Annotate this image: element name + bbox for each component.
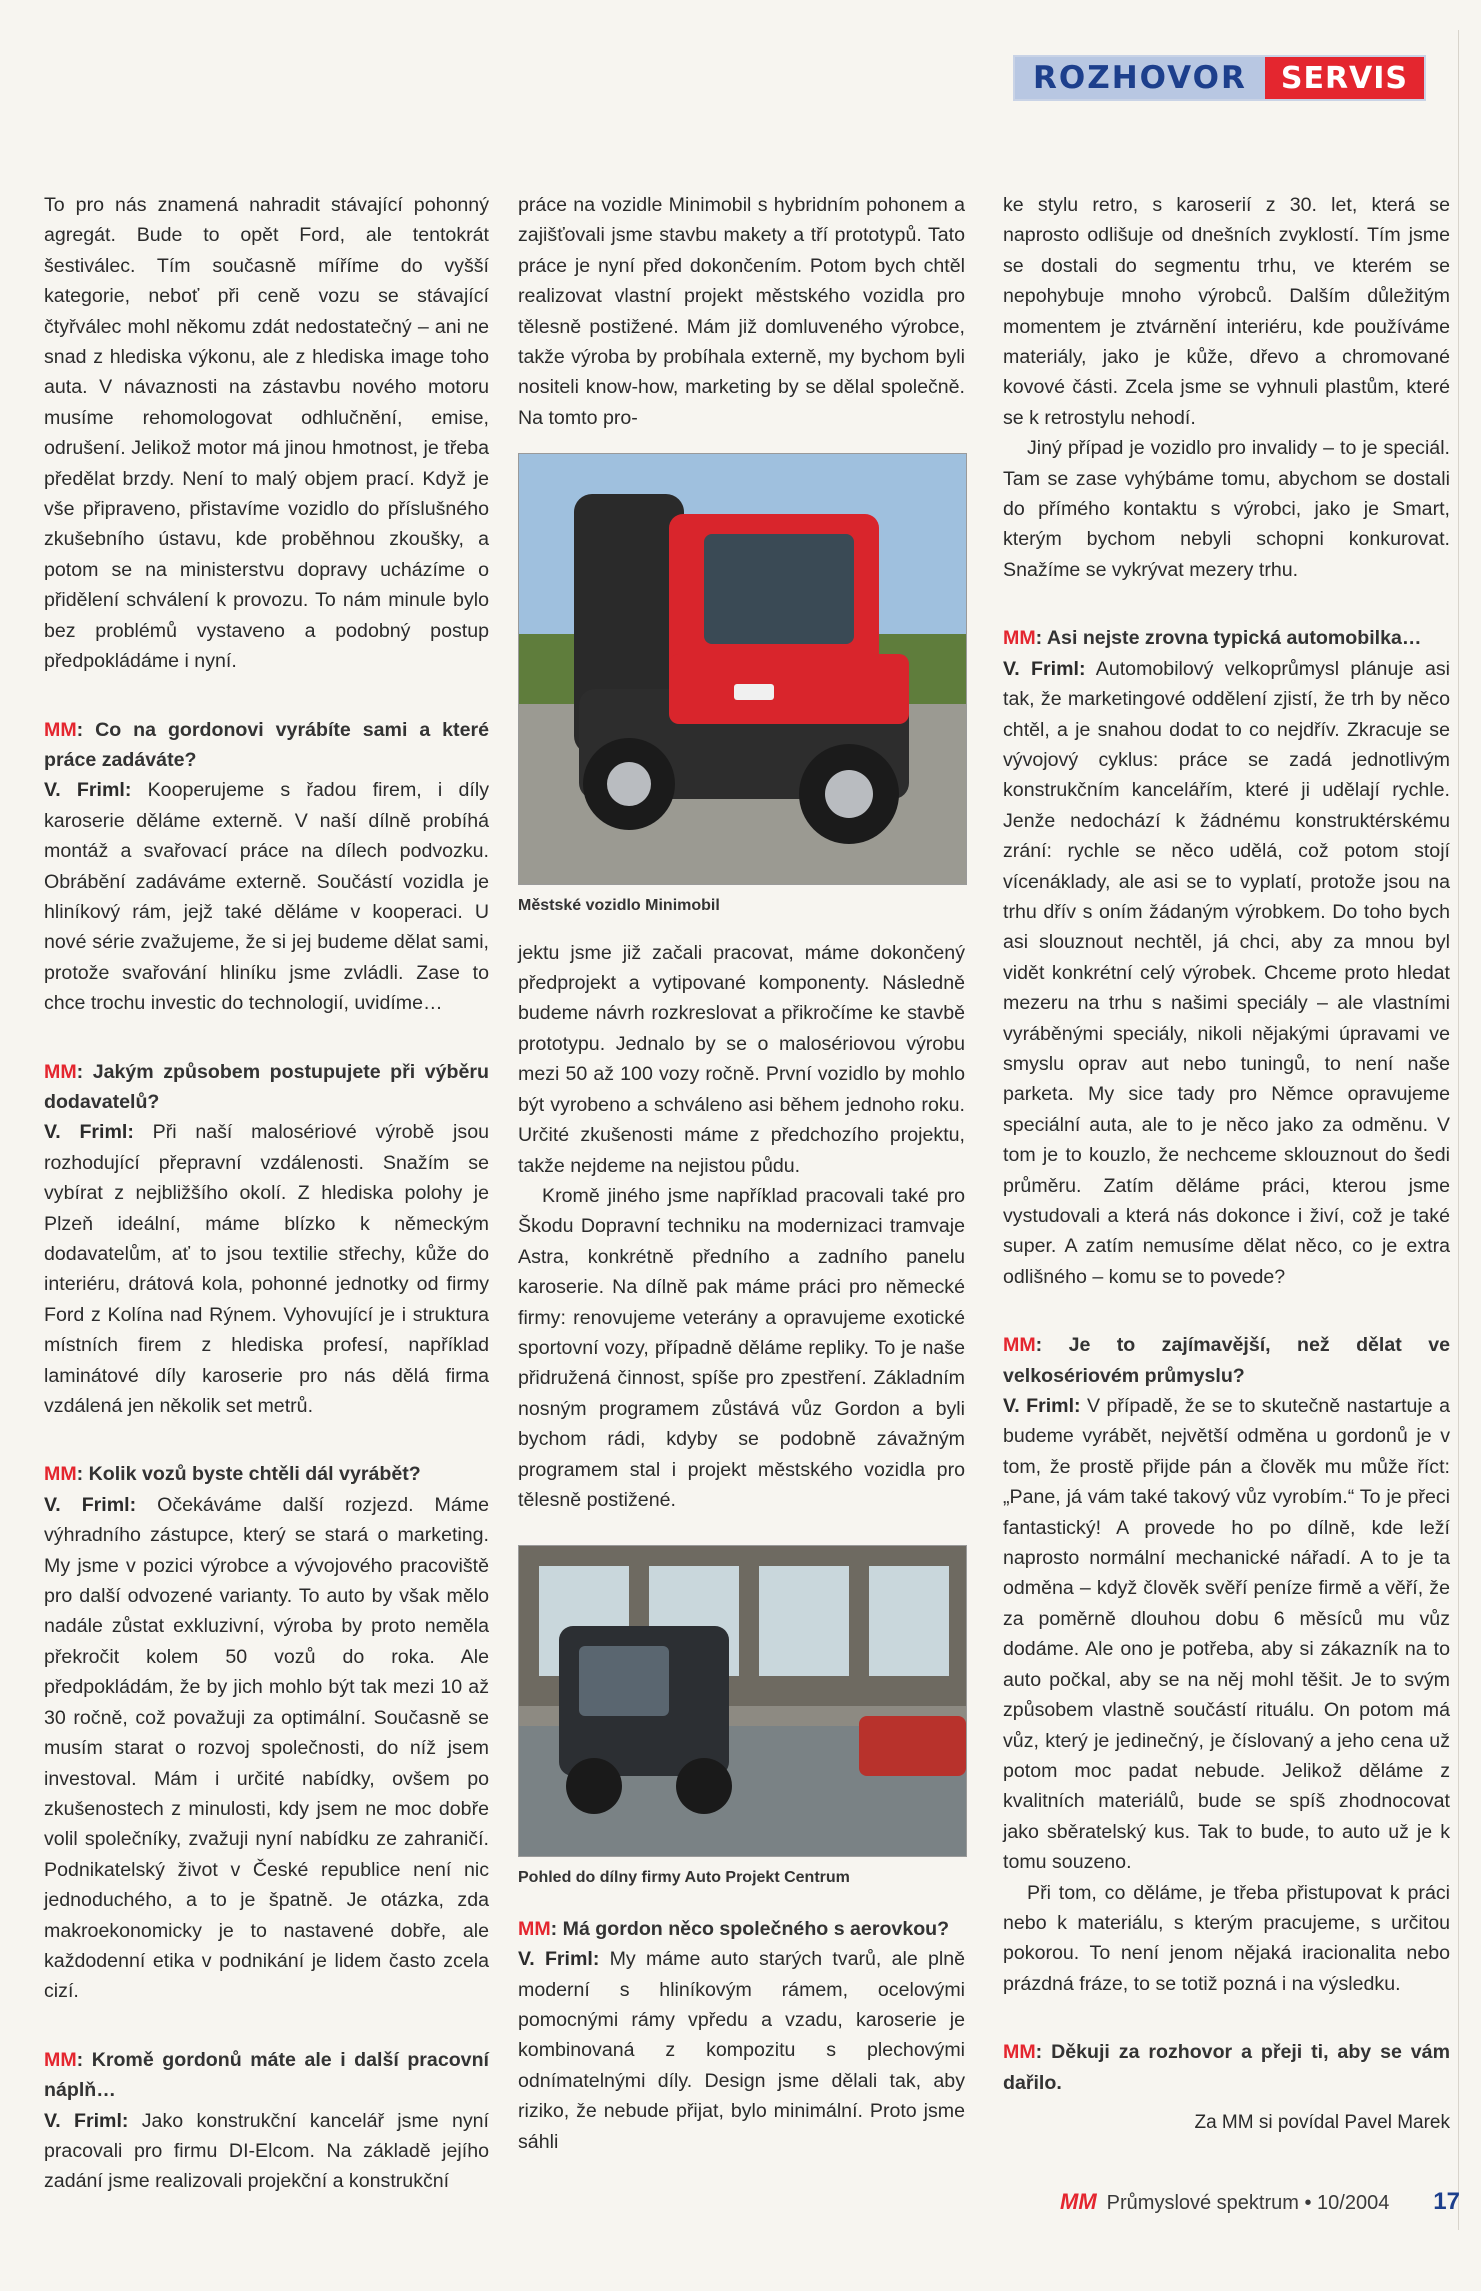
- answer: [44, 775, 489, 1018]
- speaker: V. Friml:: [1003, 1395, 1081, 1418]
- column-3: [1003, 190, 1450, 2138]
- paragraph: To pro nás znamená nahradit stávající pohonný agregát. Bude to opět Ford, ale tentokrát šestiválec. Tím současně míříme do vyšší kategorie, neboť při ceně vozu se stávající čtyřválec mohl někomu zdát nedostatečný – ani ne snad z hlediska výkonu, ale z hlediska image toho auta. V návaznosti na zástavbu nového motoru musíme rehomologovat odhlučnění, emise, odrušení. Jelikož motor má jinou hmotnost, je třeba předělat brzdy. Není to malý objem prací. Když je vše připraveno, přistavíme vozidlo do příslušného zkušebního ústavu, kde proběhnou zkoušky, a potom se na ministerstvu dopravy ucházíme o přidělení schválení k provozu. To nám minule bylo bez problémů vystaveno a podobný postup předpokládáme i nyní.: [44, 194, 489, 673]
- mm-label: MM: [518, 1917, 551, 1940]
- answer: [1003, 1391, 1450, 1878]
- answer-text: V případě, že se to skutečně nastartuje a budeme vyrábět, největší odměna u gordonů je v tom, že prostě přijde pán a člověk mu může říct: „Pane, já vám také takový vůz vyrobím.“ To je přeci fantastický! A provede ho po dílně, kde leží naprosto normální mechanické nářadí. A to je ta odměna – když člověk svěří peníze firmě a věří, že za poměrně dlouhou dobu 6 měsíců mu vůz dodáme. Ale ono je potřeba, aby si zákazník na to auto počkal, aby se na něj mohl těšit. Je to svým způsobem vlastně součástí rituálu. On potom má vůz, který je jedinečný, je číslovaný a jeho cena už potom moc padat nebude. Jelikož děláme z kvalitních materiálů, bude se spíš zhodnocovat jako sběratelský kus. Tak to bude, to auto už je k tomu souzeno.: [1003, 1395, 1450, 1874]
- answer: [518, 1944, 965, 2157]
- mm-label: MM: [1003, 627, 1036, 650]
- question: [44, 715, 489, 776]
- column-1: [44, 190, 489, 2197]
- answer-text: Při naší malosériové výrobě jsou rozhodující přepravní vzdálenosti. Snažím se vybírat z nejbližšího okolí. Z hlediska polohy je Plzeň ideální, máme blízko k německým dodavatelům, ať to jsou textilie střechy, kůže do interiéru, drátová kola, pohonné jednotky od firmy Ford z Kolína nad Rýnem. Vyhovující je i struktura místních firem z hlediska profesí, například laminátové díly karoserie pro nás dělá firma vzdálená jen několik set metrů.: [44, 1121, 489, 1418]
- mm-label: MM: [44, 2048, 77, 2071]
- question-text: : Má gordon něco společného s aerovkou?: [550, 1917, 950, 1940]
- answer-text: Očekáváme další rozjezd. Máme výhradního zástupce, který se stará o marketing. My jsme v pozici výrobce a vývojového pracoviště pro další odvozené varianty. To auto by však mělo nadále zůstat exkluzivní, výroba by proto neměla překročit kolem 50 vozů do roka. Ale předpokládám, že by jich mohlo být tak mezi 10 až 30 ročně, což považuji za optimální. Současně se musím starat o rozvoj společnosti, do níž jsem investoval. Mám i určité nabídky, ovšem po zkušenostech z minulosti, kdy jsem ne moc dobře volil společníky, zvažuji nyní nabídku ze zahraničí. Podnikatelský život v České republice není nic jednoduchého, a to je špatně. Je otázka, zda makroekonomicky je to nastavené dobře, ale každodenní etika v podnikání je lidem často zcela cizí.: [44, 1493, 489, 2003]
- photo-caption: Pohled do dílny firmy Auto Projekt Centrum: [518, 1869, 850, 1887]
- magazine-issue: Průmyslové spektrum • 10/2004: [1106, 2192, 1390, 2214]
- question: [44, 1459, 489, 1489]
- paragraph: Jiný případ je vozidlo pro invalidy – to je speciál. Tam se zase vyhýbáme tomu, abychom se dostali do přímého kontaktu s výrobci, jako je Smart, kterým bychom nebyli schopni konkurovat. Snažíme se vykrývat mezery trhu.: [1003, 437, 1450, 581]
- answer: [44, 1490, 489, 2007]
- answer: [44, 1117, 489, 1421]
- workshop-photo: [518, 1545, 967, 1857]
- answer: [44, 2106, 489, 2197]
- mm-label: MM: [44, 1463, 77, 1486]
- minimobil-image: [519, 454, 966, 884]
- column-2: [518, 190, 965, 2157]
- answer-text: Jako konstrukční kancelář jsme nyní pracovali pro firmu DI-Elcom. Na základě jejího zadání jsme realizovali projekční a konstrukční: [44, 2109, 489, 2193]
- question-text: : Je to zajímavější, než dělat ve velkosériovém průmyslu?: [1003, 1334, 1450, 1387]
- question: [44, 1057, 489, 1118]
- answer-text: Kooperujeme s řadou firem, i díly karoserie děláme externě. V naší dílně probíhá montáž a svařovací práce na dílech podvozku. Obrábění zadáváme externě. Součástí vozidla je hliníkový rám, jejž také děláme v kooperaci. U nové série zvažujeme, že si jej budeme dělat sami, protože svařování hliníku jsme zvládli. Zase to chce trochu investic do technologií, uvidíme…: [44, 779, 489, 1015]
- question: [1003, 2037, 1450, 2098]
- photo-caption: Městské vozidlo Minimobil: [518, 897, 720, 915]
- question-text: : Kolik vozů byste chtěli dál vyrábět?: [76, 1463, 421, 1486]
- paragraph: práce na vozidle Minimobil s hybridním pohonem a zajišťovali jsme stavbu makety a tří prototypů. Tato práce je nyní před dokončením. Potom bych chtěl realizovat vlastní projekt městského vozidla pro tělesně postižené. Mám již domluveného výrobce, takže výroba by probíhala externě, my bychom byli nositeli know-how, marketing by se dělal společně. Na tomto pro-: [518, 194, 965, 429]
- minimobil-photo: [518, 453, 967, 885]
- question: [518, 1914, 965, 1944]
- mm-label: MM: [44, 1060, 77, 1083]
- question-text: : Děkuji za rozhovor a přeji ti, aby se vám dařilo.: [1003, 2041, 1450, 2094]
- question: [1003, 1330, 1450, 1391]
- page-number: 17: [1433, 2188, 1460, 2215]
- speaker: V. Friml:: [44, 1121, 134, 1144]
- answer: [1003, 654, 1450, 1293]
- question-text: : Jakým způsobem postupujete při výběru dodavatelů?: [44, 1060, 489, 1113]
- magazine-logo: MM: [1060, 2189, 1097, 2214]
- paragraph: Kromě jiného jsme například pracovali také pro Škodu Dopravní techniku na modernizaci tramvaje Astra, konkrétně předního a zadního panelu karoserie. Na dílně pak máme práci pro německé firmy: renovujeme veterány a opravujeme exotické sportovní vozy, případně děláme repliky. To je naše přidružená činnost, spíše pro zpestření. Základním nosným programem zůstává vůz Gordon a byli bychom rádi, kdyby se podobně závažným programem stal i projekt městského vozidla pro tělesně postižené.: [518, 1184, 965, 1511]
- page-footer: [1060, 2188, 1460, 2216]
- page-edge-rule: [1458, 30, 1459, 2230]
- speaker: V. Friml:: [44, 2109, 129, 2132]
- answer-text: My máme auto starých tvarů, ale plně moderní s hliníkovým rámem, ocelovými pomocnými rámy vpředu a vzadu, karoserie je kombinovaná z kompozitu s plechovými odnímatelnými díly. Design jsme dělali tak, aby riziko, že nebude přijat, bylo minimální. Proto jsme sáhli: [518, 1948, 965, 2153]
- section-label-servis: SERVIS: [1265, 57, 1424, 99]
- paragraph: Při tom, co děláme, je třeba přistupovat k práci nebo k materiálu, s kterým pracujeme, s určitou pokorou. To není jenom nějaká iracionalita nebo prázdná fráze, to se totiž pozná i na výsledku.: [1003, 1881, 1450, 1995]
- question-text: : Kromě gordonů máte ale i další pracovní náplň…: [44, 2048, 489, 2102]
- speaker: V. Friml:: [518, 1948, 600, 1971]
- mm-label: MM: [1003, 1334, 1036, 1357]
- paragraph: ke stylu retro, s karoserií z 30. let, která se naprosto odlišuje od dnešních zvyklostí. Tím jsme se dostali do segmentu trhu, ve kterém se nepohybuje mnoho výrobců. Dalším důležitým momentem je ztvárnění interiéru, kde používáme materiály, jako je kůže, dřevo a chromované kovové části. Zcela jsme se vyhnuli plastům, které se k retrostylu nehodí.: [1003, 194, 1450, 429]
- question: [44, 2045, 489, 2106]
- question: [1003, 623, 1450, 653]
- signature: Za MM si povídal Pavel Marek: [1194, 2111, 1450, 2133]
- question-text: : Co na gordonovi vyrábíte sami a které práce zadáváte?: [44, 718, 489, 771]
- section-label-rozhovor: ROZHOVOR: [1015, 57, 1265, 99]
- mm-label: MM: [1003, 2041, 1036, 2064]
- paragraph: jektu jsme již začali pracovat, máme dokončený předprojekt a vytipované komponenty. Následně budeme návrh rozkreslovat a přikročíme ke stavbě prototypu. Jednalo by se o malosériovou výrobu mezi 50 až 100 vozy ročně. První vozidlo by mohlo být vyrobeno a schváleno asi během jednoho roku. Určité zkušenosti máme z předchozího projektu, takže nejdeme na nejistou půdu.: [518, 941, 965, 1177]
- speaker: V. Friml:: [44, 1493, 137, 1516]
- mm-label: MM: [44, 718, 77, 741]
- speaker: V. Friml:: [44, 779, 132, 802]
- answer-text: Automobilový velkoprůmysl plánuje asi tak, že marketingové oddělení zjistí, že trh by něco chtěl, a je snahou dodat to co nejdřív. Zkracuje se vývojový cyklus: práce se zadá jednotlivým konstrukčním kancelářím, které ji udělají rychle. Jenže nedochází k žádnému konstruktérskému zrání: rychle se něco udělá, což potom stojí vícenáklady, ale asi se to vyplatí, protože jsou na trhu dřív s oním žádaným výrobkem. Do toho bych asi slouznout nechtěl, já chci, aby za mnou byl vidět konkrétní celý výrobek. Chceme proto hledat mezeru na trhu s našimi speciály – ale vlastními vyráběnými speciály, nikoli nějakými úpravami ve smyslu oprav aut nebo tuningů, to není naše parketa. My sice tady pro Němce opravujeme speciální auta, ale to je něco jako za odměnu. V tom je to kouzlo, že nechceme sklouznout do šedi průměru. Zatím děláme práci, kterou jsme vystudovali a která nás dokonce i živí, což je také super. A zatím nemusíme dělat něco, co je extra odlišného – komu se to povede?: [1003, 657, 1450, 1288]
- section-header: [1013, 55, 1426, 101]
- speaker: V. Friml:: [1003, 657, 1086, 680]
- question-text: : Asi nejste zrovna typická automobilka…: [1035, 627, 1422, 650]
- workshop-image: [519, 1546, 966, 1856]
